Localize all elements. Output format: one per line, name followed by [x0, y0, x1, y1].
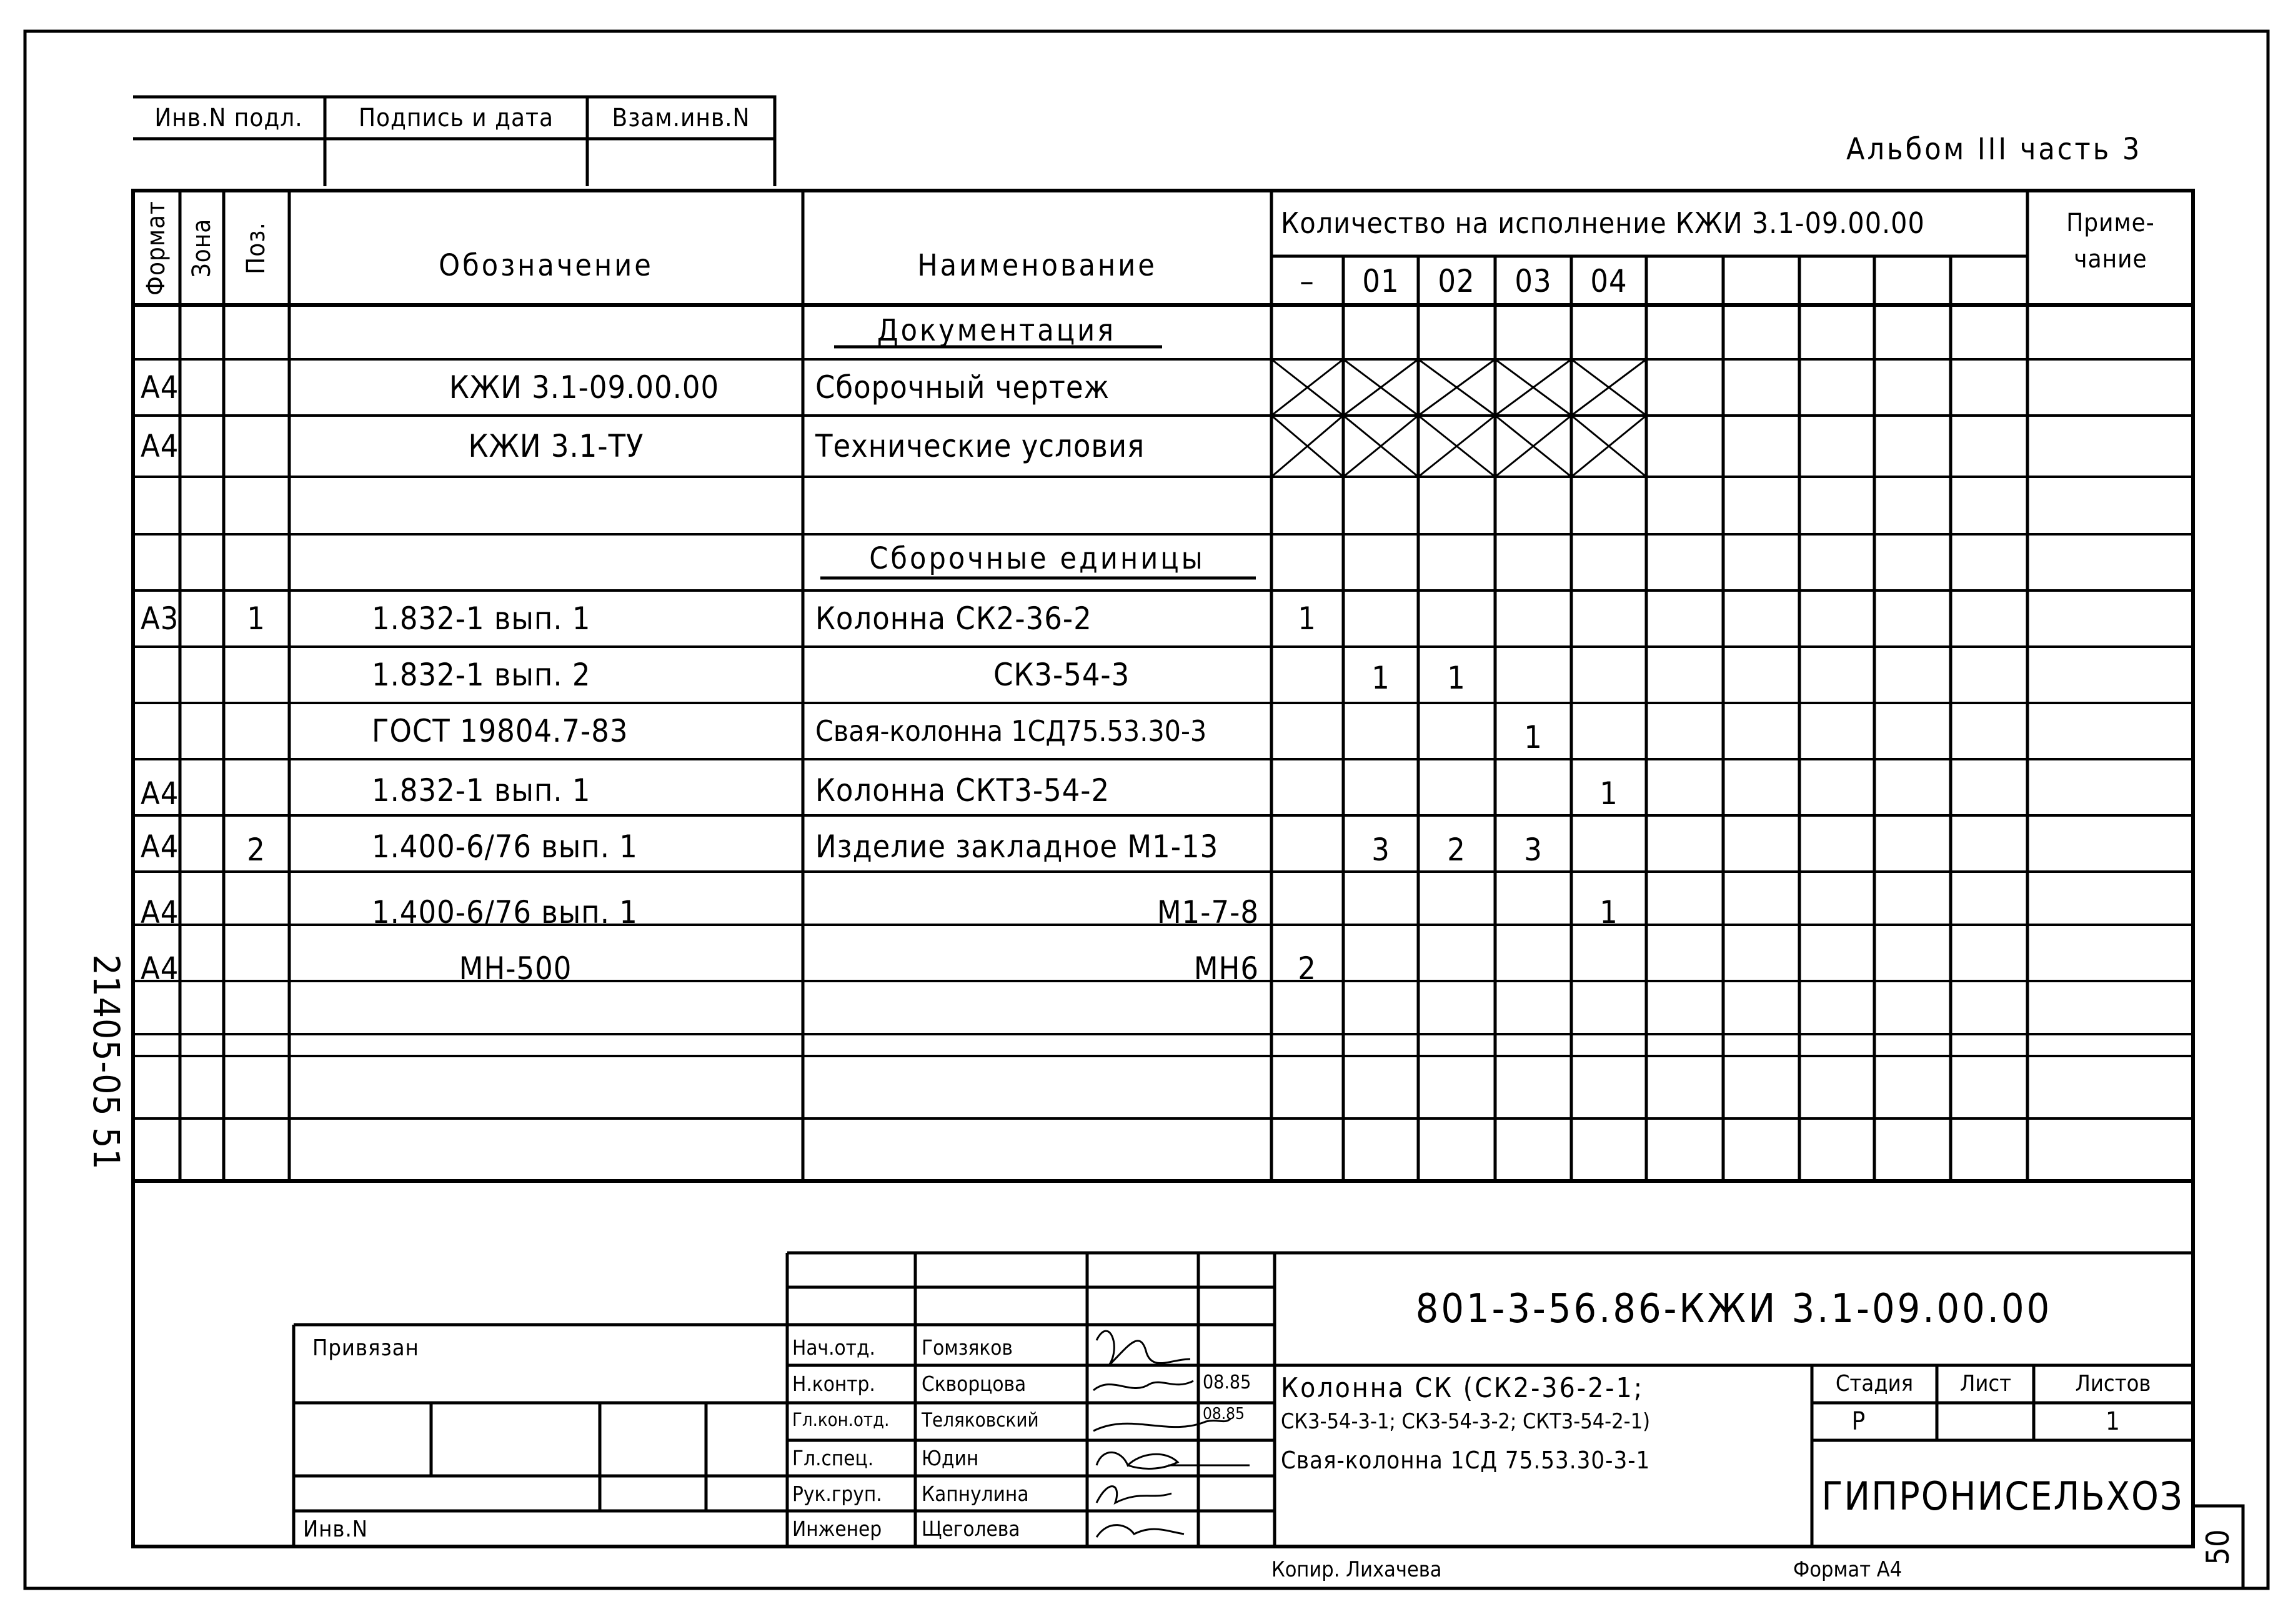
role-label: Рук.груп. — [792, 1482, 882, 1506]
signature-shchegoleva — [1097, 1525, 1184, 1537]
row-name: М1-7-8 — [1156, 894, 1259, 930]
person-name: Гомзяков — [922, 1335, 1013, 1360]
row-name: СК3-54-3 — [993, 657, 1130, 693]
kopiroval-label: Копир. Лихачева — [1271, 1557, 1442, 1582]
inv-n-label: Инв.N — [303, 1517, 368, 1542]
qty-cell: 2 — [1298, 950, 1316, 987]
header-kolichestvo: Количество на исполнение КЖИ 3.1-09.00.00 — [1281, 206, 1925, 240]
role-label: Гл.спец. — [792, 1446, 874, 1470]
row-designation: 1.832-1 вып. 1 — [372, 600, 591, 637]
stamp-vzam-inv: Взам.инв.N — [612, 104, 750, 132]
row-designation: 1.832-1 вып. 1 — [372, 772, 591, 809]
row-designation: 1.832-1 вып. 2 — [372, 657, 591, 693]
person-name: Капнулина — [922, 1482, 1029, 1506]
qty-cell: 1 — [1599, 775, 1618, 812]
row-pos: 2 — [247, 832, 266, 868]
row-name: Свая-колонна 1СД75.53.30-3 — [815, 714, 1207, 748]
format-label: Формат А4 — [1793, 1557, 1903, 1582]
qty-cell: 2 — [1447, 832, 1466, 868]
variant-header-01: 01 — [1362, 263, 1400, 299]
variant-header-04: 04 — [1590, 263, 1628, 299]
row-format: А4 — [141, 369, 179, 406]
row-designation: КЖИ 3.1-09.00.00 — [449, 369, 720, 406]
doc-crosses — [1271, 359, 1646, 477]
header-naimenovanie: Наименование — [917, 248, 1157, 283]
header-format: Формат — [142, 201, 171, 296]
role-label: Гл.кон.отд. — [792, 1409, 890, 1430]
qty-cell: 1 — [1447, 660, 1466, 696]
row-designation: 1.400-6/76 вып. 1 — [372, 829, 638, 865]
row-name: Колонна СК2-36-2 — [815, 600, 1092, 637]
qty-cell: 1 — [1524, 719, 1543, 755]
role-label: Инженер — [792, 1517, 882, 1541]
person-name: Теляковский — [922, 1409, 1039, 1432]
row-designation: КЖИ 3.1-ТУ — [468, 428, 644, 464]
row-format: А4 — [141, 428, 179, 464]
stamp-podpis-data: Подпись и дата — [358, 104, 554, 132]
title-line-2: СК3-54-3-1; СК3-54-3-2; СКТ3-54-2-1) — [1281, 1409, 1651, 1434]
qty-cell: 1 — [1599, 894, 1618, 930]
inner-frame — [133, 191, 2193, 1547]
header-oboznachenie: Обозначение — [439, 248, 654, 283]
row-designation: 1.400-6/76 вып. 1 — [372, 894, 638, 930]
signature-kapnulina — [1097, 1487, 1171, 1503]
header-zona: Зона — [187, 218, 216, 278]
drawing-code: 801-3-56.86-КЖИ 3.1-09.00.00 — [1415, 1286, 2052, 1332]
listov-value: 1 — [2106, 1407, 2121, 1436]
section-assembly-units: Сборочные единицы — [869, 541, 1205, 576]
row-format: А3 — [141, 600, 179, 637]
row-designation: ГОСТ 19804.7-83 — [372, 713, 629, 749]
variant-header-base: – — [1300, 263, 1315, 299]
stamp-inv-podl: Инв.N подл. — [154, 104, 303, 132]
row-name: МН6 — [1193, 950, 1259, 987]
row-name: Колонна СКТ3-54-2 — [815, 772, 1110, 809]
sheet-number: 50 — [2200, 1529, 2236, 1565]
row-format: А4 — [141, 950, 179, 987]
row-name: Изделие закладное М1-13 — [815, 829, 1219, 865]
variant-header-02: 02 — [1438, 263, 1475, 299]
header-primechanie-1: Приме- — [2066, 209, 2155, 237]
list-label: Лист — [1959, 1371, 2012, 1397]
signature-yudin — [1097, 1452, 1250, 1468]
listov-label: Листов — [2075, 1371, 2151, 1397]
sign-date: 08.85 — [1203, 1405, 1245, 1423]
qty-cell: 3 — [1371, 832, 1390, 868]
qty-cell: 1 — [1298, 600, 1316, 637]
header-poz: Поз. — [242, 222, 271, 274]
variant-header-03: 03 — [1515, 263, 1552, 299]
stadiya-label: Стадия — [1835, 1371, 1914, 1397]
person-name: Скворцова — [922, 1372, 1027, 1396]
role-label: Нач.отд. — [792, 1335, 875, 1360]
header-primechanie-2: чание — [2074, 245, 2147, 274]
qty-cell: 1 — [1371, 660, 1390, 696]
signature-gomzyakov — [1097, 1331, 1190, 1365]
organization-name: ГИПРОНИСЕЛЬХОЗ — [1821, 1473, 2184, 1519]
title-line-1: Колонна СК (СК2-36-2-1; — [1281, 1372, 1644, 1404]
row-format: А4 — [141, 894, 179, 930]
row-designation: МН-500 — [459, 950, 572, 987]
person-name: Щеголева — [922, 1517, 1020, 1541]
qty-cell: 3 — [1524, 832, 1543, 868]
sign-date: 08.85 — [1203, 1372, 1251, 1393]
privyazan-label: Привязан — [312, 1335, 419, 1361]
role-label: Н.контр. — [792, 1372, 875, 1396]
album-label: Альбом III часть 3 — [1846, 132, 2142, 167]
signature-skvortsova — [1093, 1381, 1193, 1390]
side-number: 21405-05 51 — [85, 954, 127, 1170]
row-name: Технические условия — [815, 428, 1145, 464]
row-pos: 1 — [247, 600, 266, 637]
row-name: Сборочный чертеж — [815, 369, 1110, 406]
section-documentation: Документация — [877, 313, 1117, 348]
title-line-3: Свая-колонна 1СД 75.53.30-3-1 — [1281, 1447, 1651, 1474]
stadiya-value: Р — [1851, 1407, 1866, 1436]
person-name: Юдин — [922, 1446, 979, 1470]
row-format: А4 — [141, 775, 179, 812]
row-format: А4 — [141, 829, 179, 865]
